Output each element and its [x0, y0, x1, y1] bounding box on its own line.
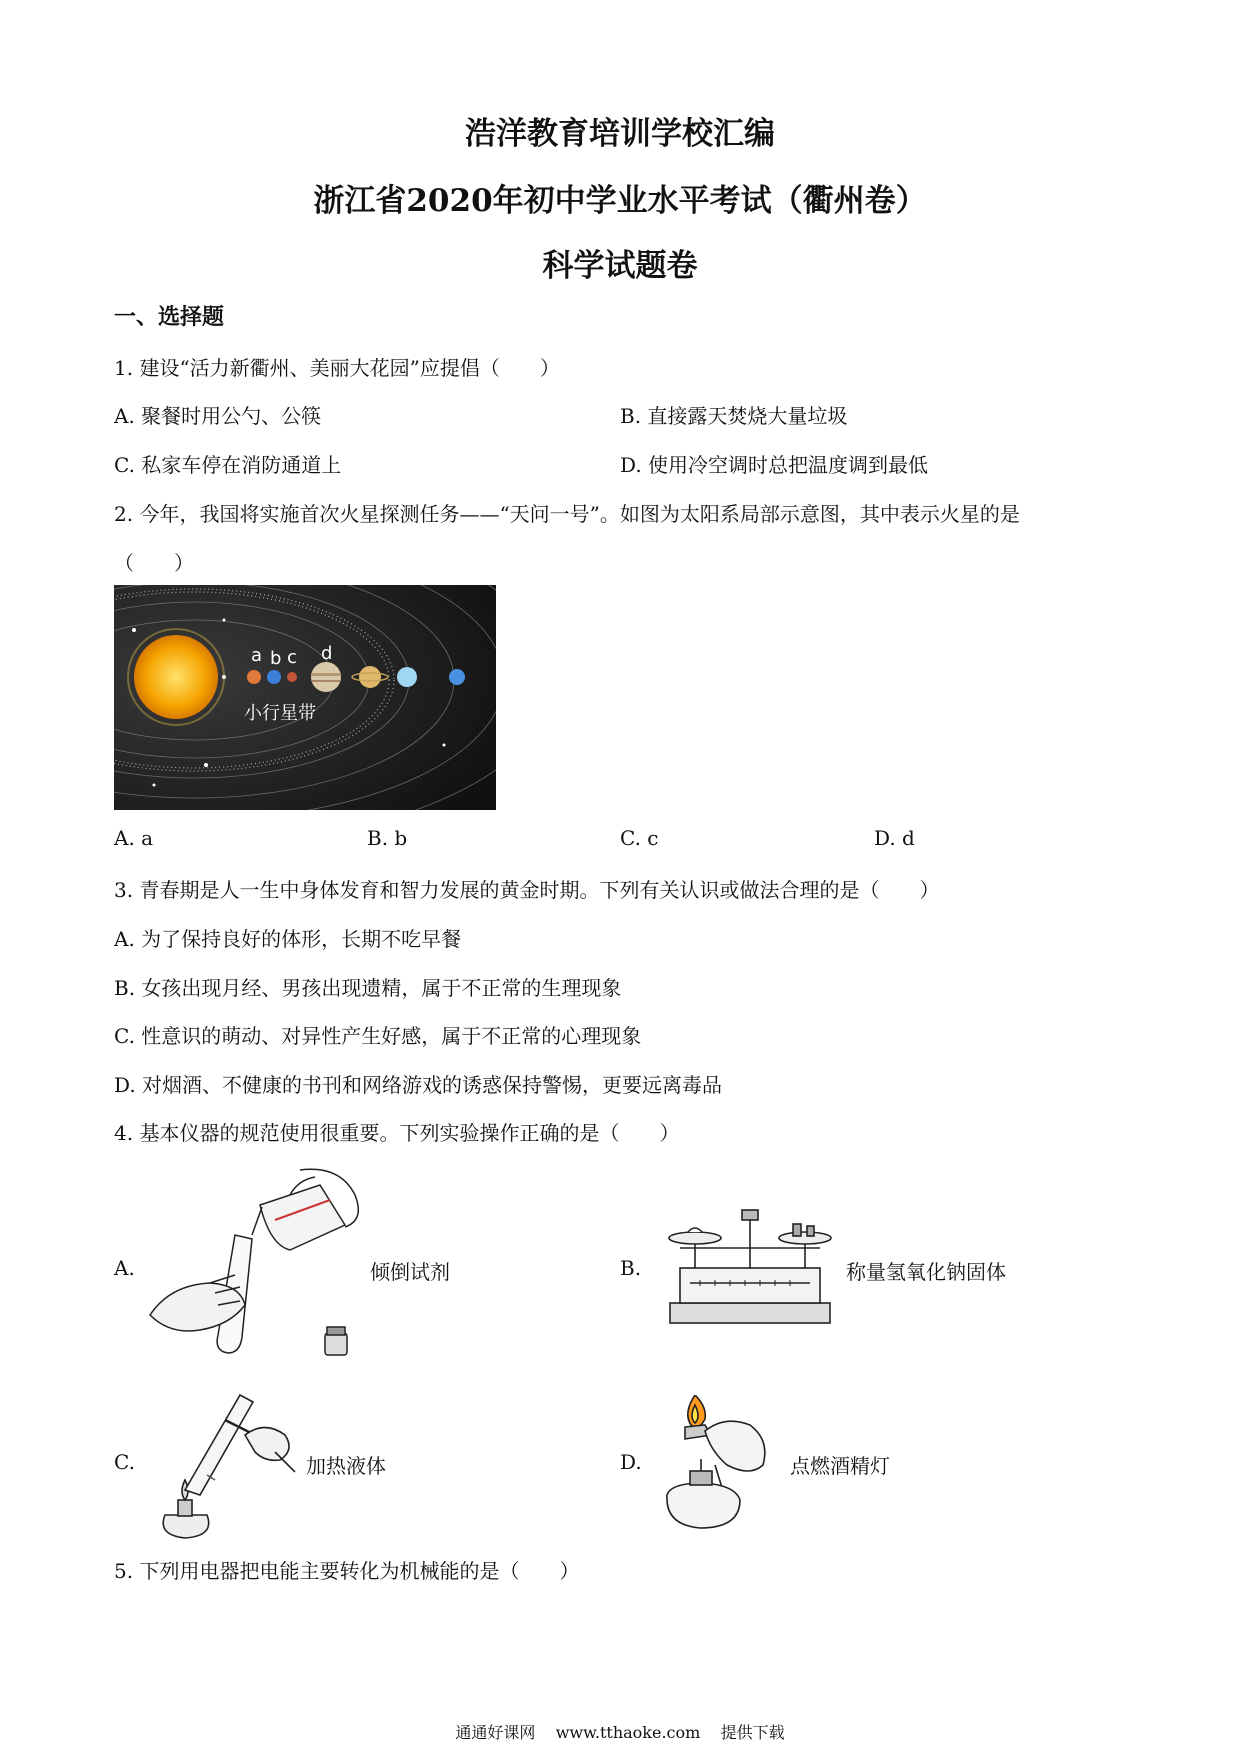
- question-3-option-d: D. 对烟酒、不健康的书刊和网络游戏的诱惑保持警惕，更要远离毒品: [114, 1073, 723, 1097]
- question-1-option-a: A. 聚餐时用公勺、公筷: [114, 404, 322, 428]
- question-3-stem: 3. 青春期是人一生中身体发育和智力发展的黄金时期。下列有关认识或做法合理的是（ ）: [114, 878, 940, 902]
- question-5-stem: 5. 下列用电器把电能主要转化为机械能的是（ ）: [114, 1559, 580, 1583]
- question-4-option-b-letter: B.: [620, 1256, 642, 1280]
- footer-site-name: 通通好课网: [455, 1723, 536, 1742]
- solar-system-figure: [114, 585, 496, 810]
- asteroid-belt-label: 小行星带: [244, 703, 316, 724]
- question-2-option-b: B. b: [367, 826, 408, 850]
- footer-provide-download: 提供下载: [720, 1723, 785, 1742]
- question-4-option-c-caption: 加热液体: [306, 1454, 386, 1478]
- planet-label-c: c: [287, 647, 297, 668]
- question-1-option-c: C. 私家车停在消防通道上: [114, 453, 342, 477]
- planet-d-icon: [311, 662, 341, 692]
- question-4-option-c-letter: C.: [114, 1450, 135, 1474]
- question-1-option-b: B. 直接露天焚烧大量垃圾: [620, 404, 848, 428]
- question-1-stem: 1. 建设“活力新衢州、美丽大花园”应提倡（ ）: [114, 356, 560, 380]
- question-4-stem: 4. 基本仪器的规范使用很重要。下列实验操作正确的是（ ）: [114, 1121, 680, 1145]
- header-title-3: 科学试题卷: [542, 248, 698, 284]
- question-2-option-a: A. a: [114, 826, 154, 850]
- question-4-option-b-caption: 称量氢氧化钠固体: [846, 1260, 1006, 1284]
- planet-a-icon: [247, 670, 261, 684]
- planet-label-a: a: [251, 645, 263, 666]
- question-4-option-d-letter: D.: [620, 1450, 642, 1474]
- question-2-stem-paren: （ ）: [114, 551, 194, 575]
- balance-scale-figure: [660, 1208, 840, 1328]
- neptune-icon: [449, 669, 465, 685]
- header-title-1: 浩洋教育培训学校汇编: [465, 116, 775, 152]
- question-4-option-a-caption: 倾倒试剂: [370, 1260, 450, 1284]
- question-3-option-a: A. 为了保持良好的体形，长期不吃早餐: [114, 927, 462, 951]
- saturn-icon: [359, 666, 381, 688]
- question-3-option-c: C. 性意识的萌动、对异性产生好感，属于不正常的心理现象: [114, 1024, 642, 1048]
- planet-b-icon: [267, 670, 281, 684]
- planet-label-d: d: [321, 643, 333, 664]
- question-2-option-d: D. d: [874, 826, 915, 850]
- question-4-option-d-caption: 点燃酒精灯: [790, 1454, 890, 1478]
- planet-c-icon: [287, 672, 297, 682]
- question-2-stem: 2. 今年，我国将实施首次火星探测任务——“天问一号”。如图为太阳系局部示意图，其中表示火星的是: [114, 502, 1020, 526]
- alcohol-lamp-figure: [655, 1395, 790, 1530]
- sun-icon: [134, 635, 218, 719]
- section-heading: 一、选择题: [114, 304, 225, 330]
- page-footer: [0, 1720, 1240, 1743]
- planet-label-b: b: [270, 648, 282, 669]
- heating-liquid-figure: [145, 1390, 305, 1540]
- header-title-2: 浙江省2020年初中学业水平考试（衢州卷）: [313, 183, 927, 219]
- uranus-icon: [397, 667, 417, 687]
- pouring-reagent-figure: [140, 1165, 370, 1365]
- question-1-option-d: D. 使用冷空调时总把温度调到最低: [620, 453, 929, 477]
- question-4-option-a-letter: A.: [114, 1256, 135, 1280]
- question-2-option-c: C. c: [620, 826, 659, 850]
- footer-url[interactable]: www.tthaoke.com: [555, 1723, 701, 1742]
- question-3-option-b: B. 女孩出现月经、男孩出现遗精，属于不正常的生理现象: [114, 976, 622, 1000]
